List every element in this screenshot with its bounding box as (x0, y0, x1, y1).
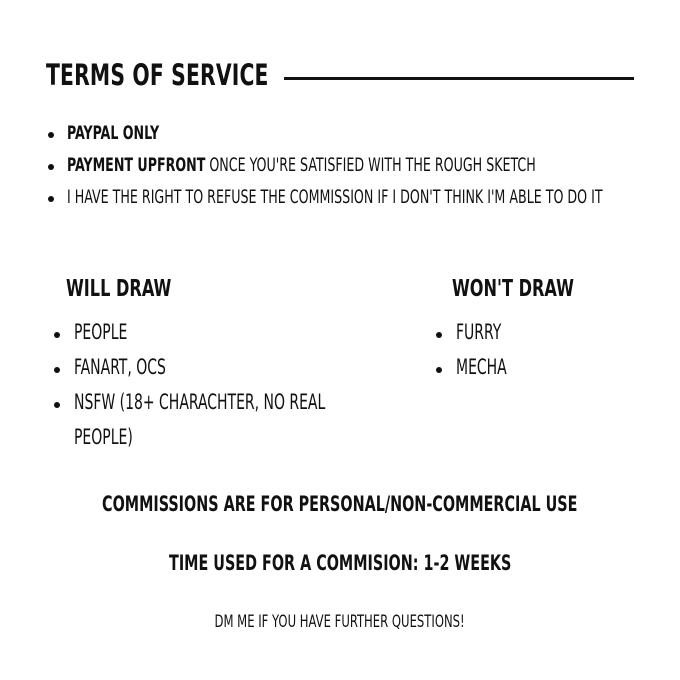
wont-draw-heading: WON'T DRAW (452, 276, 574, 302)
bullet-icon (54, 332, 60, 338)
term-bold: PAYPAL ONLY (67, 122, 160, 144)
title-divider (284, 77, 634, 80)
term-text: ONCE YOU'RE SATISFIED WITH THE ROUGH SKETCH (205, 154, 536, 176)
term-bold: PAYMENT UPFRONT (67, 154, 206, 176)
will-draw-item: NSFW (18+ CHARACHTER, NO REAL (74, 390, 326, 414)
wont-draw-item: MECHA (456, 355, 507, 379)
bullet-icon (48, 196, 54, 202)
bullet-icon (436, 367, 442, 373)
will-draw-item: PEOPLE (74, 320, 128, 344)
bullet-icon (436, 332, 442, 338)
time-note: TIME USED FOR A COMMISION: 1-2 WEEKS (168, 551, 512, 575)
will-draw-item: FANART, OCS (74, 355, 166, 379)
term-text: I HAVE THE RIGHT TO REFUSE THE COMMISSION IF I DON'T THINK I'M ABLE TO DO IT (67, 186, 603, 208)
will-draw-item: PEOPLE) (74, 425, 133, 449)
bullet-icon (54, 402, 60, 408)
wont-draw-item: FURRY (456, 320, 502, 344)
bullet-icon (54, 367, 60, 373)
usage-note: COMMISSIONS ARE FOR PERSONAL/NON-COMMERCIAL USE (102, 492, 578, 516)
will-draw-heading: WILL DRAW (66, 276, 172, 302)
bullet-icon (48, 132, 54, 138)
bullet-icon (48, 164, 54, 170)
page-title: TERMS OF SERVICE (46, 58, 269, 92)
contact-note: DM ME IF YOU HAVE FURTHER QUESTIONS! (214, 612, 466, 632)
